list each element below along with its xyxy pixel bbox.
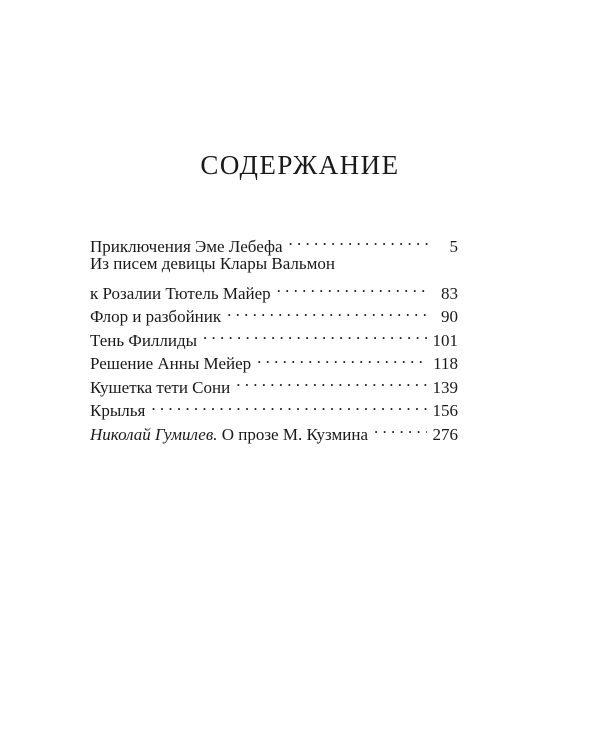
toc-entry-page: 101 [432, 330, 458, 350]
toc-entry-page: 90 [441, 307, 458, 326]
toc-entry [90, 228, 458, 256]
toc-entry-page: 156 [432, 401, 458, 420]
toc-leader-dots [236, 369, 426, 393]
toc-leader-dots [151, 393, 426, 417]
toc-entry-page: 83 [441, 283, 458, 303]
toc-entry-title: Кушетка тети Сони [90, 377, 231, 397]
toc-entry-page: 5 [449, 236, 458, 256]
toc-entry-title: Флор и разбойник [90, 307, 222, 326]
toc-leader-dots [203, 322, 426, 346]
toc-entry-title [90, 423, 368, 447]
toc-entry-title: Крылья [90, 401, 146, 420]
toc-entry-title: к Розалии Тютель Майер [90, 283, 271, 303]
toc-leader-dots [277, 275, 428, 299]
toc-entry-author: Николай Гумилев. [90, 424, 218, 444]
toc-entry-title-text: О прозе М. Кузмина [217, 424, 368, 444]
toc-entry-page: 139 [432, 377, 458, 397]
toc-entry-title: Тень Филлиды [90, 330, 198, 350]
toc-entry-page: 118 [433, 354, 458, 373]
toc-entry-title: Решение Анны Мейер [90, 354, 252, 373]
toc-leader-dots [227, 299, 428, 323]
toc-leader-dots [289, 228, 428, 252]
toc-leader-dots [374, 416, 427, 440]
toc-leader-dots [257, 346, 427, 370]
toc-entry [90, 275, 458, 303]
toc-entry-title: Из писем девицы Клары Вальмон [90, 253, 335, 273]
toc-entry-title: Приключения Эме Лебефа [90, 236, 283, 256]
toc-entry [90, 252, 458, 276]
table-of-contents [90, 228, 458, 444]
page-title: СОДЕРЖАНИЕ [200, 150, 400, 180]
toc-entry-page: 276 [432, 424, 458, 444]
